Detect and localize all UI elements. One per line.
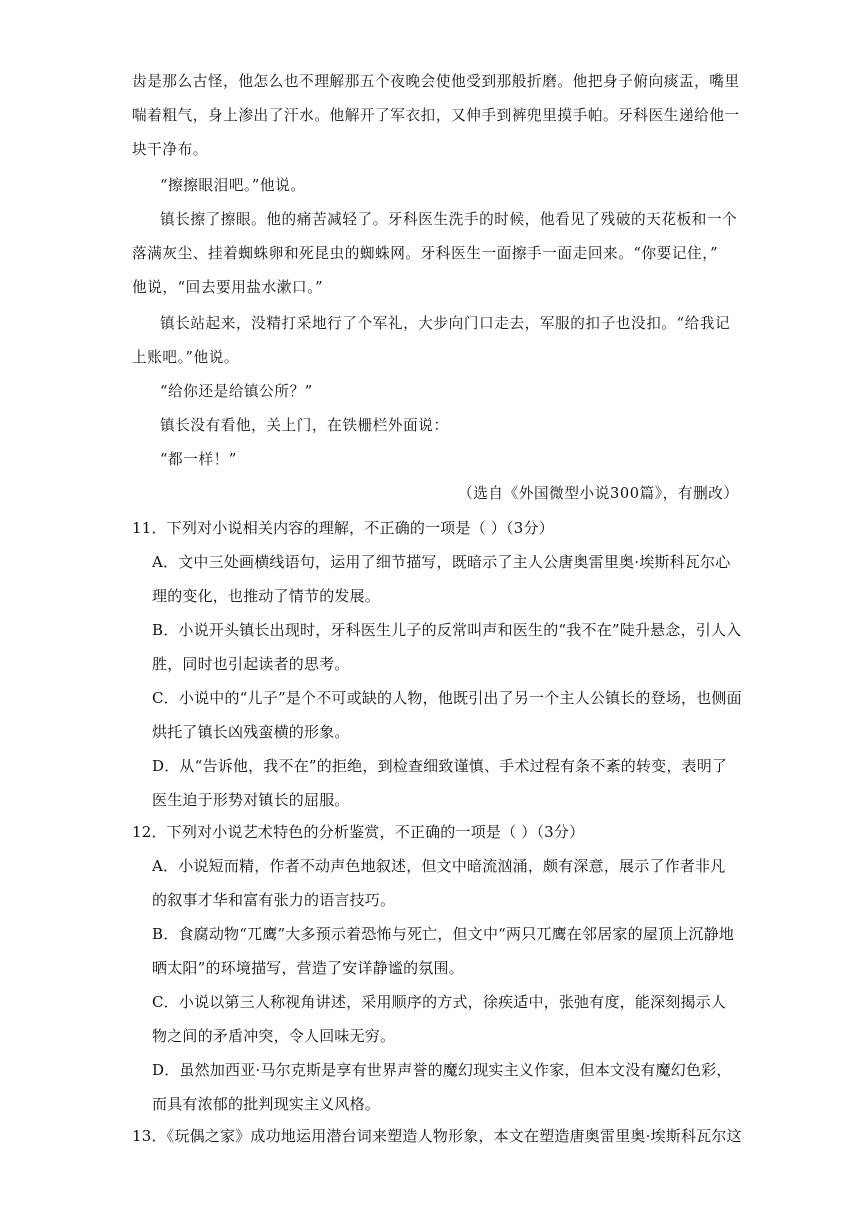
q12-option-c-cont: 物之间的矛盾冲突，令人回味无穷。 (152, 1027, 396, 1045)
q12-option-b-cont: 晒太阳”的环境描写，营造了安详静谧的氛围。 (152, 959, 464, 977)
q11-option-c-cont: 烘托了镇长凶残蛮横的形象。 (152, 723, 350, 741)
q12-option-a-cont: 的叙事才华和富有张力的语言技巧。 (152, 891, 396, 909)
q13-stem: 13．《玩偶之家》成功地运用潜台词来塑造人物形象，本文在塑造唐奥雷里奥·埃斯科瓦尔这 (132, 1127, 742, 1145)
q12-option-a: A．小说短而精，作者不动声色地叙述，但文中暗流汹涌，颇有深意，展示了作者非凡 (152, 857, 726, 875)
q11-option-a: A．文中三处画横线语句，运用了细节描写，既暗示了主人公唐奥雷里奥·埃斯科瓦尔心 (152, 553, 731, 571)
story-line-8: 镇长站起来，没精打采地行了个军礼，大步向门口走去，军服的扣子也没扣。“给我记 (160, 315, 731, 332)
story-line-3: 块干净布。 (132, 141, 208, 158)
story-line-9: 上账吧。”他说。 (132, 349, 240, 366)
q12-stem: 12．下列对小说艺术特色的分析鉴赏，不正确的一项是（ ）（3分） (132, 823, 585, 841)
q11-option-b-cont: 胜，同时也引起读者的思考。 (152, 655, 350, 673)
story-line-4: “擦擦眼泪吧。”他说。 (160, 177, 306, 194)
story-line-10: “给你还是给镇公所？” (160, 383, 313, 400)
story-line-11: 镇长没有看他，关上门，在铁栅栏外面说： (160, 417, 449, 434)
story-line-1: 齿是那么古怪，他怎么也不理解那五个夜晚会使他受到那般折磨。他把身子俯向痰盂，嘴里 (132, 73, 740, 90)
q11-option-d-cont: 医生迫于形势对镇长的屈服。 (152, 791, 350, 809)
q12-option-d-cont: 而具有浓郁的批判现实主义风格。 (152, 1095, 381, 1113)
q11-option-a-cont: 理的变化，也推动了情节的发展。 (152, 587, 381, 605)
story-line-7: 他说，“回去要用盐水漱口。” (132, 279, 324, 296)
q11-option-c: C．小说中的“儿子”是个不可或缺的人物，他既引出了另一个主人公镇长的登场，也侧面 (152, 689, 742, 707)
q11-option-b: B．小说开头镇长出现时，牙科医生儿子的反常叫声和医生的“我不在”陡升悬念，引人入 (152, 621, 742, 639)
story-line-5: 镇长擦了擦眼。他的痛苦减轻了。牙科医生洗手的时候，他看见了残破的天花板和一个 (160, 211, 738, 228)
story-line-6: 落满灰尘、挂着蜘蛛卵和死昆虫的蜘蛛网。牙科医生一面擦手一面走回来。“你要记住，” (132, 245, 719, 262)
story-source: （选自《外国微型小说300篇》，有删改） (458, 485, 739, 502)
q12-option-d: D．虽然加西亚·马尔克斯是享有世界声誉的魔幻现实主义作家，但本文没有魔幻色彩， (152, 1061, 732, 1079)
q12-option-b: B．食腐动物“兀鹰”大多预示着恐怖与死亡，但文中“两只兀鹰在邻居家的屋顶上沉静地 (152, 925, 735, 943)
q12-option-c: C．小说以第三人称视角讲述，采用顺序的方式，徐疾适中，张弛有度，能深刻揭示人 (152, 993, 727, 1011)
q11-option-d: D．从“告诉他，我不在”的拒绝，到检查细致谨慎、手术过程有条不紊的转变，表明了 (152, 757, 728, 775)
story-line-2: 喘着粗气，身上渗出了汗水。他解开了军衣扣，又伸手到裤兜里摸手帕。牙科医生递给他一 (132, 107, 740, 124)
story-line-12: “都一样！” (160, 451, 237, 468)
q11-stem: 11．下列对小说相关内容的理解，不正确的一项是（ ）（3分） (132, 519, 554, 537)
